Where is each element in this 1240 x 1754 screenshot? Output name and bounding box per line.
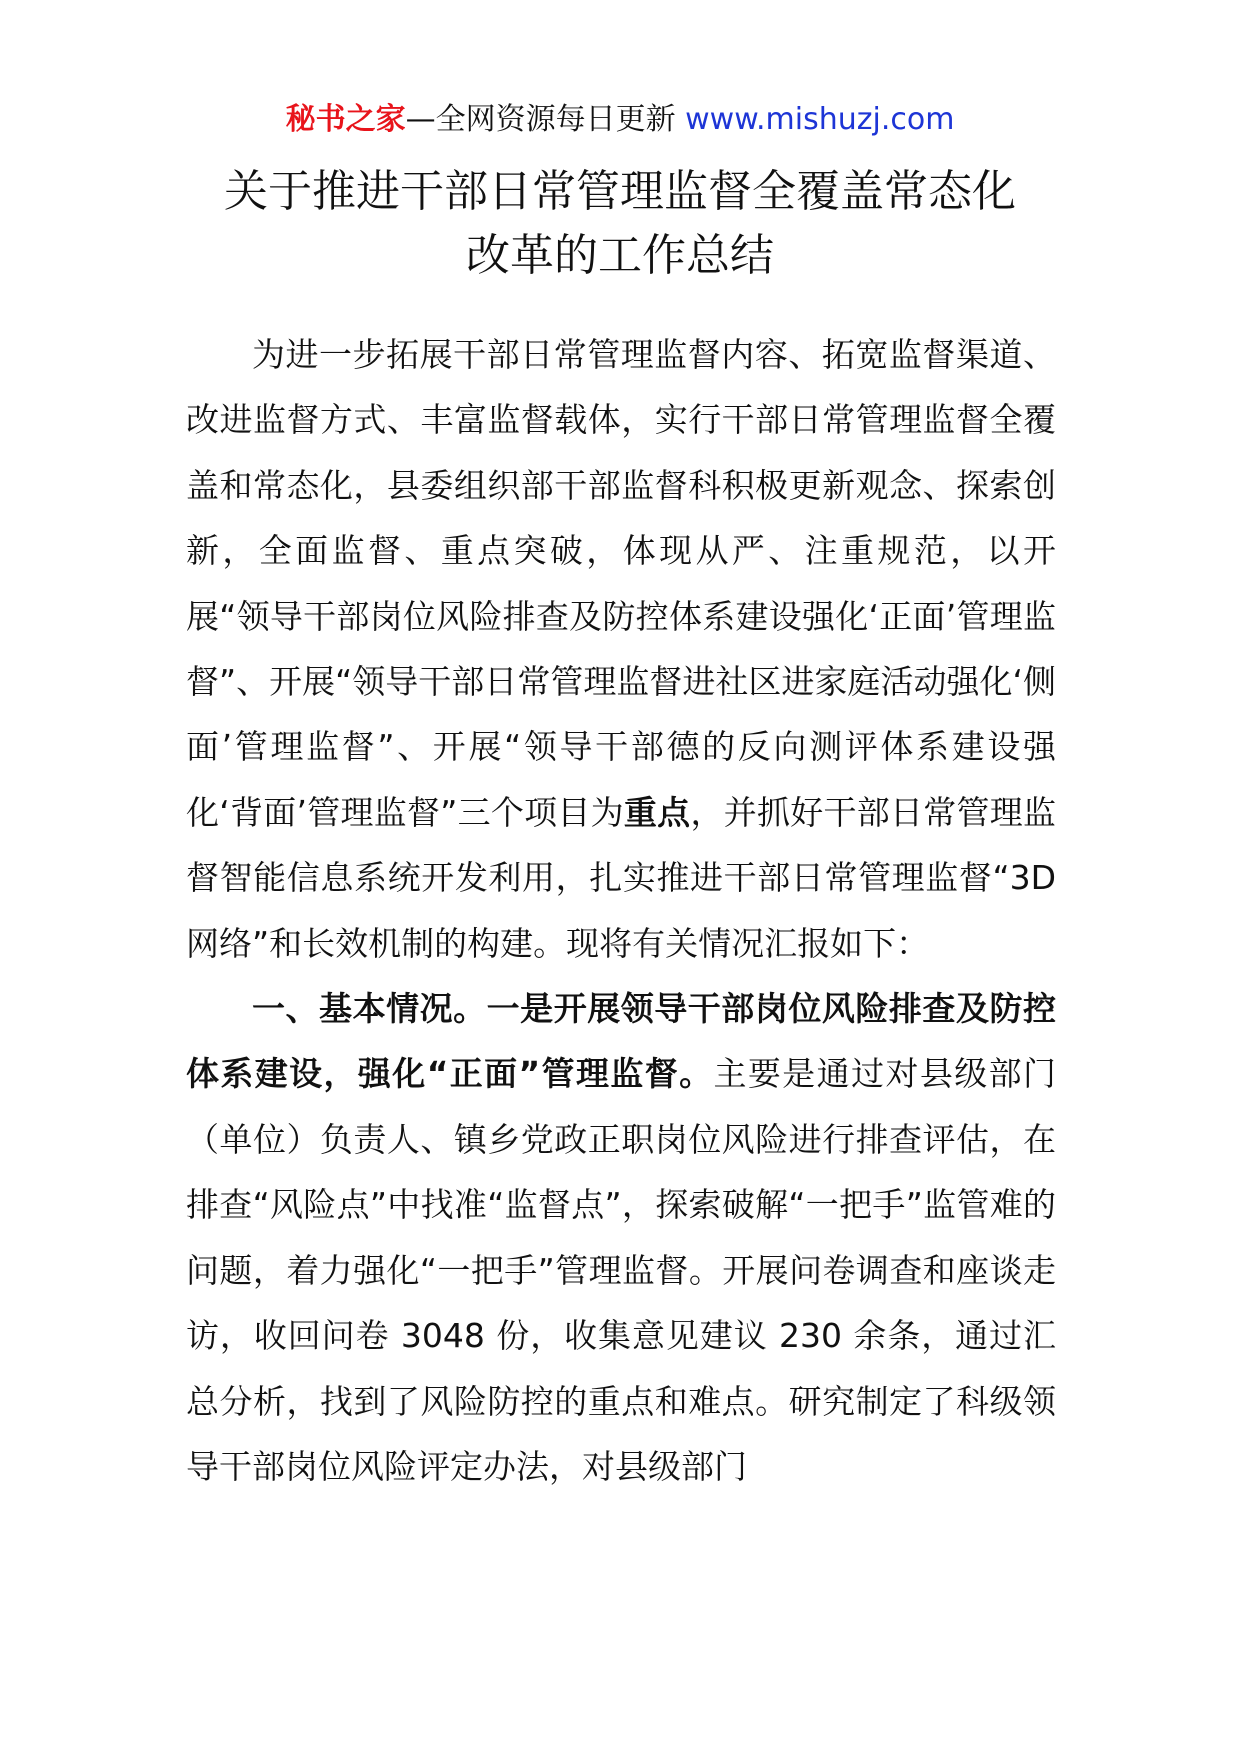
paragraph-intro-text-end: ，并抓好干部日常管理监督智能信息系统开发利用，扎实推进干部日常管理监督“3D 网络”和长效机制的构建。现将有关情况汇报如下： [186, 792, 1057, 963]
document-body [186, 322, 1056, 1499]
section-heading-basic-situation: 一、基本情况。一是开展领导干部岗位风险排查及防控体系建设，强化“正面”管理监督。 [186, 989, 1056, 1094]
brand-name: 秘书之家 [285, 102, 406, 137]
paragraph-intro [186, 322, 1056, 976]
header-tagline: —全网资源每日更新 [405, 102, 676, 137]
paragraph-basic-situation [186, 976, 1056, 1499]
paragraph-intro-text: 为进一步拓展干部日常管理监督内容、拓宽监督渠道、改进监督方式、丰富监督载体，实行干部日常管理监督全覆盖和常态化，县委组织部干部监督科积极更新观念、探索创新，全面监督、重点突破，体现从严、注重规范，以开展“领导干部岗位风险排查及防控体系建设强化‘正面’管理监督”、开展“领导干部日常管理监督进社区进家庭活动强化‘侧面’管理监督”、开展“领导干部德的反向测评体系建设强化‘背面’管理监督”三个项目为 [186, 335, 1056, 832]
document-title [150, 160, 1090, 288]
title-line-2: 改革的工作总结 [466, 230, 774, 281]
site-url-link[interactable]: www.mishuzj.com [685, 102, 955, 137]
header-banner [0, 98, 1240, 142]
paragraph-intro-emphasis: 重点 [623, 792, 691, 832]
title-line-1: 关于推进干部日常管理监督全覆盖常态化 [224, 166, 1016, 217]
paragraph-basic-situation-text: 主要是通过对县级部门（单位）负责人、镇乡党政正职岗位风险进行排查评估，在排查“风险点”中找准“监督点”，探索破解“一把手”监管难的问题，着力强化“一把手”管理监督。开展问卷调查和座谈走访，收回问卷 3048 份，收集意见建议 230 余条，通过汇总分析，找到了风险防控的重点和难点。研究制定了科级领导干部岗位风险评定办法，对县级部门 [186, 1054, 1056, 1486]
